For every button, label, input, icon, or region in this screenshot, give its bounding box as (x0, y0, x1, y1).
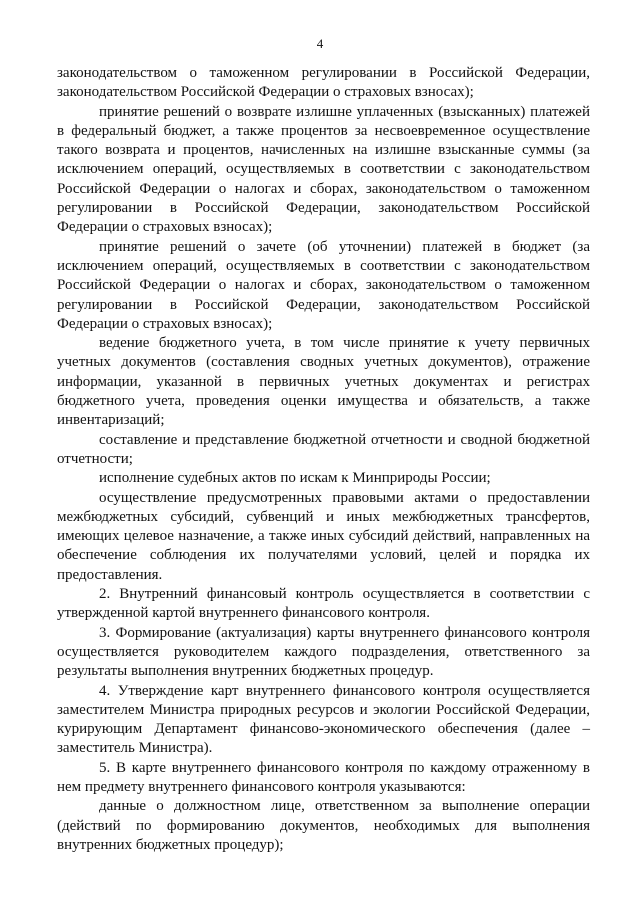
paragraph-item-5: 5. В карте внутреннего финансового контроля по каждому отраженному в нем предмету внутреннего финансового контроля указываются: (57, 759, 590, 795)
paragraph-item-3: 3. Формирование (актуализация) карты внутреннего финансового контроля осуществляется руководителем каждого подразделения, ответственного за результаты выполнения внутренних бюджетных процедур. (57, 624, 590, 680)
paragraph-budget-reporting: составление и представление бюджетной отчетности и сводной бюджетной отчетности; (57, 431, 590, 467)
paragraph-continuation: законодательством о таможенном регулировании в Российской Федерации, законодательством Российской Федерации о страховых взносах); (57, 65, 590, 101)
paragraph-refund-decisions: принятие решений о возврате излишне уплаченных (взысканных) платежей в федеральный бюджет, а также процентов за несвоевременное осуществление такого возврата и процентов, начисленных на излишне взысканные суммы (за исключением операций, осуществляемых в соответствии с законодательством Российской Федерации о налогах и сборах, законодательством о таможенном регулировании в Российской Федерации, законодательством Российской Федерации о страховых взносах); (57, 103, 590, 236)
document-body (57, 64, 590, 855)
paragraph-subsidies: осуществление предусмотренных правовыми актами о предоставлении межбюджетных субсидий, субвенций и иных межбюджетных трансфертов, имеющих целевое назначение, а также иных субсидий действий, направленных на обеспечение соблюдения их получателями условий, целей и порядка их предоставления. (57, 489, 590, 583)
paragraph-budget-accounting: ведение бюджетного учета, в том числе принятие к учету первичных учетных документов (составления сводных учетных документов), отражение информации, указанной в первичных учетных документах и регистрах бюджетного учета, проведения оценки имущества и обязательств, а также инвентаризаций; (57, 335, 590, 429)
paragraph-item-2: 2. Внутренний финансовый контроль осуществляется в соответствии с утвержденной картой внутреннего финансового контроля. (57, 586, 590, 622)
paragraph-item-4: 4. Утверждение карт внутреннего финансового контроля осуществляется заместителем Министра природных ресурсов и экологии Российской Федерации, курирующим Департамент финансово-экономического обеспечения (далее – заместитель Министра). (57, 682, 590, 757)
paragraph-court-acts: исполнение судебных актов по искам к Минприроды России; (99, 470, 491, 487)
page-number: 4 (316, 36, 324, 51)
paragraph-offset-decisions: принятие решений о зачете (об уточнении) платежей в бюджет (за исключением операций, осуществляемых в соответствии с законодательством Российской Федерации о налогах и сборах, законодательством о таможенном регулировании в Российской Федерации, законодательством Российской Федерации о страховых взносах); (57, 238, 590, 332)
paragraph-responsible-official: данные о должностном лице, ответственном за выполнение операции (действий по формированию документов, необходимых для выполнения внутренних бюджетных процедур); (57, 798, 590, 853)
